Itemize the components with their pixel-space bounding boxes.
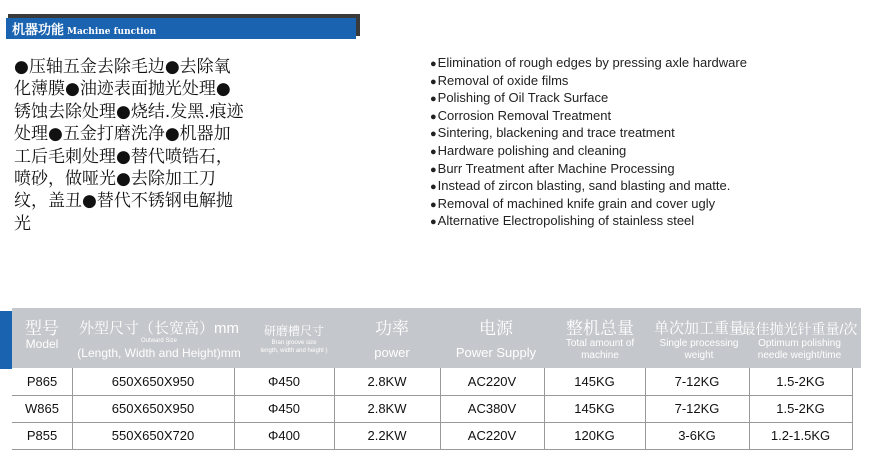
feature-item: ●Corrosion Removal Treatment (430, 107, 612, 123)
cell-optimum-weight: 1.2-1.5KG (770, 428, 831, 443)
header-groove-size: 研磨槽尺寸 Bran groove size length, width and height ) (260, 324, 328, 354)
feature-item: ●Instead of zircon blasting, sand blasting and matte. (430, 178, 731, 194)
cell-model: W865 (25, 401, 59, 416)
cell-single-weight: 7-12KG (674, 401, 720, 416)
header-total-amount: 整机总量 Total amount of machine (565, 319, 635, 361)
bullet-icon: ● (430, 181, 437, 194)
table-accent-bar (0, 311, 12, 369)
cell-power-supply: AC220V (467, 374, 517, 389)
cell-total-amount: 145KG (574, 374, 615, 389)
bullet-icon: ● (430, 58, 437, 70)
table-row (12, 395, 852, 422)
header-power: 功率 power (374, 319, 410, 360)
feature-item: ●Hardware polishing and cleaning (430, 142, 627, 158)
function-description-cn: ●压轴五金去除毛边●去除氧化薄膜●油迹表面抛光处理●锈蚀去除处理●烧结.发黑.痕迹处理●五金打磨洗净●机器加工后毛刺处理●替代喷锆石，喷砂，做哑光●去除加工刀纹，盖丑●替代不锈钢电解抛光 (14, 57, 244, 234)
header-single-weight: 单次加工重量 Single processing weight (653, 320, 744, 361)
feature-item: ●Sintering, blackening and trace treatment (430, 125, 675, 141)
feature-item: ●Polishing of Oil Track Surface (430, 90, 609, 106)
bullet-icon: ● (430, 216, 437, 229)
table-row (12, 422, 852, 449)
bullet-icon: ● (430, 93, 437, 106)
cell-optimum-weight: 1.5-2KG (776, 401, 825, 416)
cell-optimum-weight: 1.5-2KG (776, 374, 825, 389)
feature-item: ●Elimination of rough edges by pressing axle hardware (430, 55, 747, 70)
cell-groove-size: Φ450 (267, 401, 301, 416)
feature-item: ●Removal of machined knife grain and cover ugly (430, 195, 716, 211)
row-divider (12, 449, 852, 450)
table-right-border (852, 368, 853, 450)
section-title-cn: 机器功能 (12, 23, 65, 38)
bullet-icon: ● (430, 163, 437, 176)
bullet-icon: ● (430, 198, 437, 211)
table-row (12, 368, 852, 395)
feature-item: ●Burr Treatment after Machine Processing (430, 160, 675, 176)
header-model: 型号 Model (25, 319, 59, 351)
cell-outward-size: 650X650X950 (111, 374, 195, 389)
header-optimum-weight: 最佳抛光针重量/次 Optimum polishing needle weight/time (741, 321, 858, 361)
bullet-icon: ● (430, 128, 437, 141)
bullet-icon: ● (430, 145, 437, 158)
cell-model: P855 (26, 428, 58, 443)
cell-power: 2.8KW (367, 374, 407, 389)
header-power-supply: 电源 Power Supply (455, 319, 537, 360)
feature-item: ●Removal of oxide films (430, 72, 569, 88)
cell-model: P865 (26, 374, 58, 389)
cell-total-amount: 120KG (574, 428, 615, 443)
cell-power: 2.2KW (367, 428, 407, 443)
cell-power-supply: AC220V (467, 428, 517, 443)
cell-single-weight: 3-6KG (678, 428, 716, 443)
spec-table-header (12, 308, 861, 368)
header-outward-size: 外型尺寸（长宽高）mm Outward Size (Length, Width and Height)mm (77, 320, 241, 360)
cell-groove-size: Φ400 (267, 428, 301, 443)
cell-total-amount: 145KG (574, 401, 615, 416)
section-title-en: Machine function (67, 27, 157, 37)
cell-groove-size: Φ450 (267, 374, 301, 389)
section-header (12, 21, 156, 37)
cell-power-supply: AC380V (467, 401, 517, 416)
bullet-icon: ● (430, 110, 437, 123)
cell-single-weight: 7-12KG (674, 374, 720, 389)
feature-list-en (430, 54, 747, 230)
feature-item: ●Alternative Electropolishing of stainless steel (430, 213, 695, 229)
cell-outward-size: 650X650X950 (111, 401, 195, 416)
cell-outward-size: 550X650X720 (111, 428, 195, 443)
bullet-icon: ● (430, 75, 437, 88)
cell-power: 2.8KW (367, 401, 407, 416)
